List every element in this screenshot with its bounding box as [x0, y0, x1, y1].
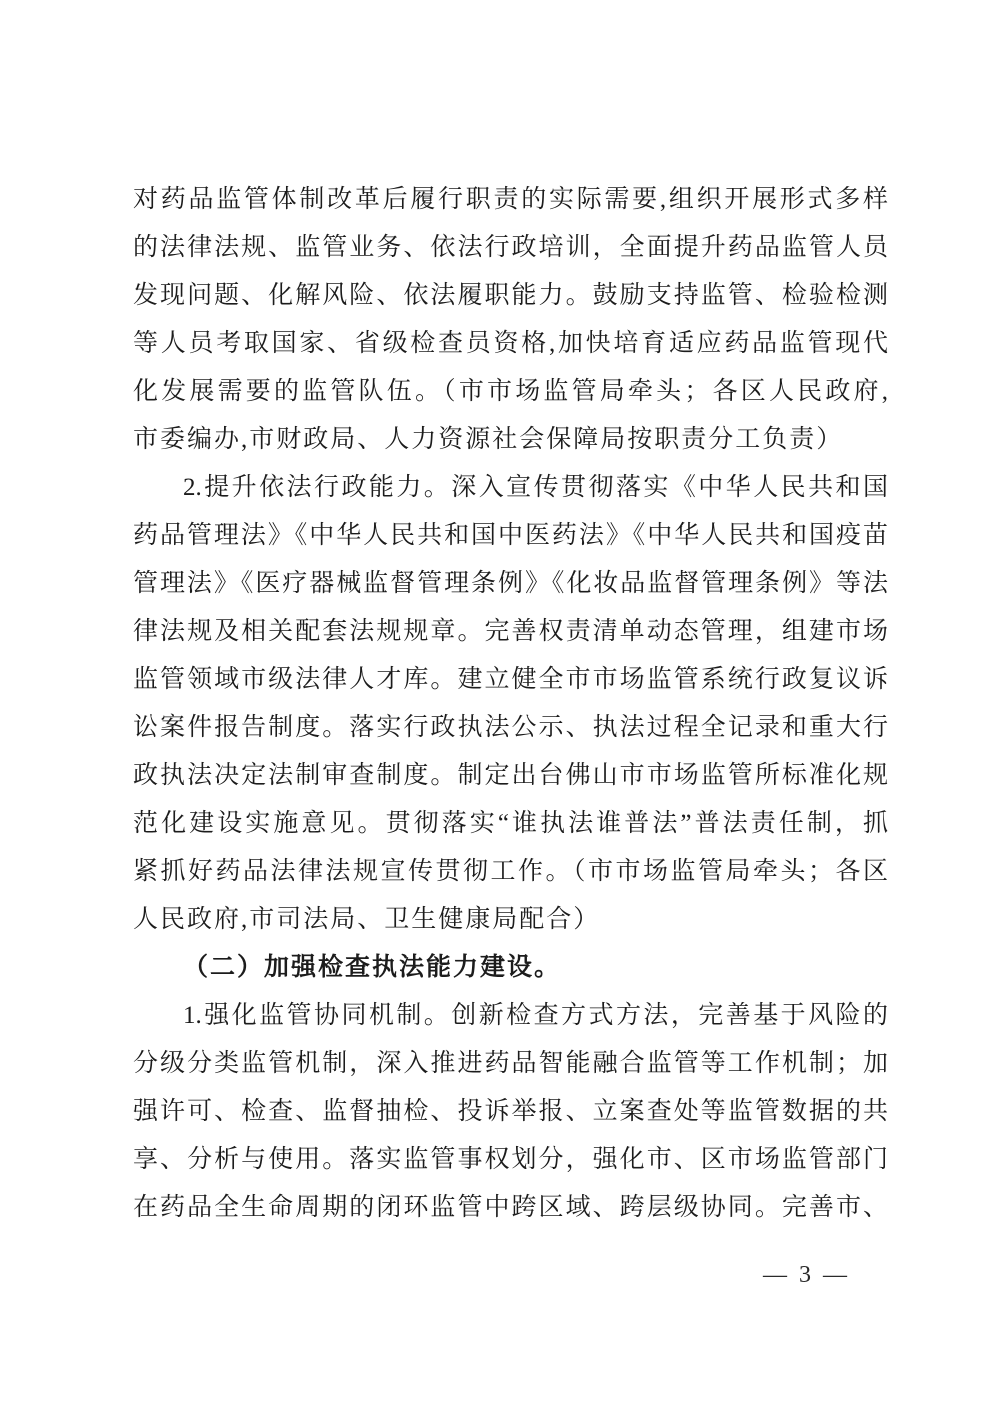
text-line: 等人员考取国家、省级检查员资格,加快培育适应药品监管现代 [133, 330, 888, 357]
text-line: 发现问题、化解风险、依法履职能力。鼓励支持监管、检验检测 [133, 282, 888, 309]
document-body [133, 176, 888, 1232]
text-line: 市委编办,市财政局、人力资源社会保障局按职责分工负责） [133, 426, 844, 453]
text-line: 在药品全生命周期的闭环监管中跨区域、跨层级协同。完善市、 [133, 1194, 888, 1221]
text-line: 监管领域市级法律人才库。建立健全市市场监管系统行政复议诉 [133, 666, 888, 693]
text-line: 强许可、检查、监督抽检、投诉举报、立案查处等监管数据的共 [133, 1098, 888, 1125]
text-line: 范化建设实施意见。贯彻落实“谁执法谁普法”普法责任制，抓 [133, 810, 888, 837]
text-line: 律法规及相关配套法规规章。完善权责清单动态管理，组建市场 [133, 618, 888, 645]
text-line: 1.强化监管协同机制。创新检查方式方法，完善基于风险的 [183, 1002, 888, 1029]
text-line: 政执法决定法制审查制度。制定出台佛山市市场监管所标准化规 [133, 762, 888, 789]
page-number: — 3 — [763, 1262, 850, 1288]
text-line: 对药品监管体制改革后履行职责的实际需要,组织开展形式多样 [133, 186, 888, 213]
text-line: 讼案件报告制度。落实行政执法公示、执法过程全记录和重大行 [133, 714, 888, 741]
text-line: 管理法》《医疗器械监督管理条例》《化妆品监督管理条例》等法 [133, 570, 888, 597]
text-line: 2.提升依法行政能力。深入宣传贯彻落实《中华人民共和国 [183, 474, 888, 501]
text-line: 享、分析与使用。落实监管事权划分，强化市、区市场监管部门 [133, 1146, 888, 1173]
text-line: 的法律法规、监管业务、依法行政培训，全面提升药品监管人员 [133, 234, 888, 261]
text-line: 紧抓好药品法律法规宣传贯彻工作。（市市场监管局牵头；各区 [133, 858, 888, 885]
text-line: 药品管理法》《中华人民共和国中医药法》《中华人民共和国疫苗 [133, 522, 888, 549]
text-line: 化发展需要的监管队伍。（市市场监管局牵头；各区人民政府, [133, 378, 888, 405]
text-line: 分级分类监管机制，深入推进药品智能融合监管等工作机制；加 [133, 1050, 888, 1077]
text-line: 人民政府,市司法局、卫生健康局配合） [133, 906, 601, 933]
section-heading: （二）加强检查执法能力建设。 [183, 954, 562, 981]
